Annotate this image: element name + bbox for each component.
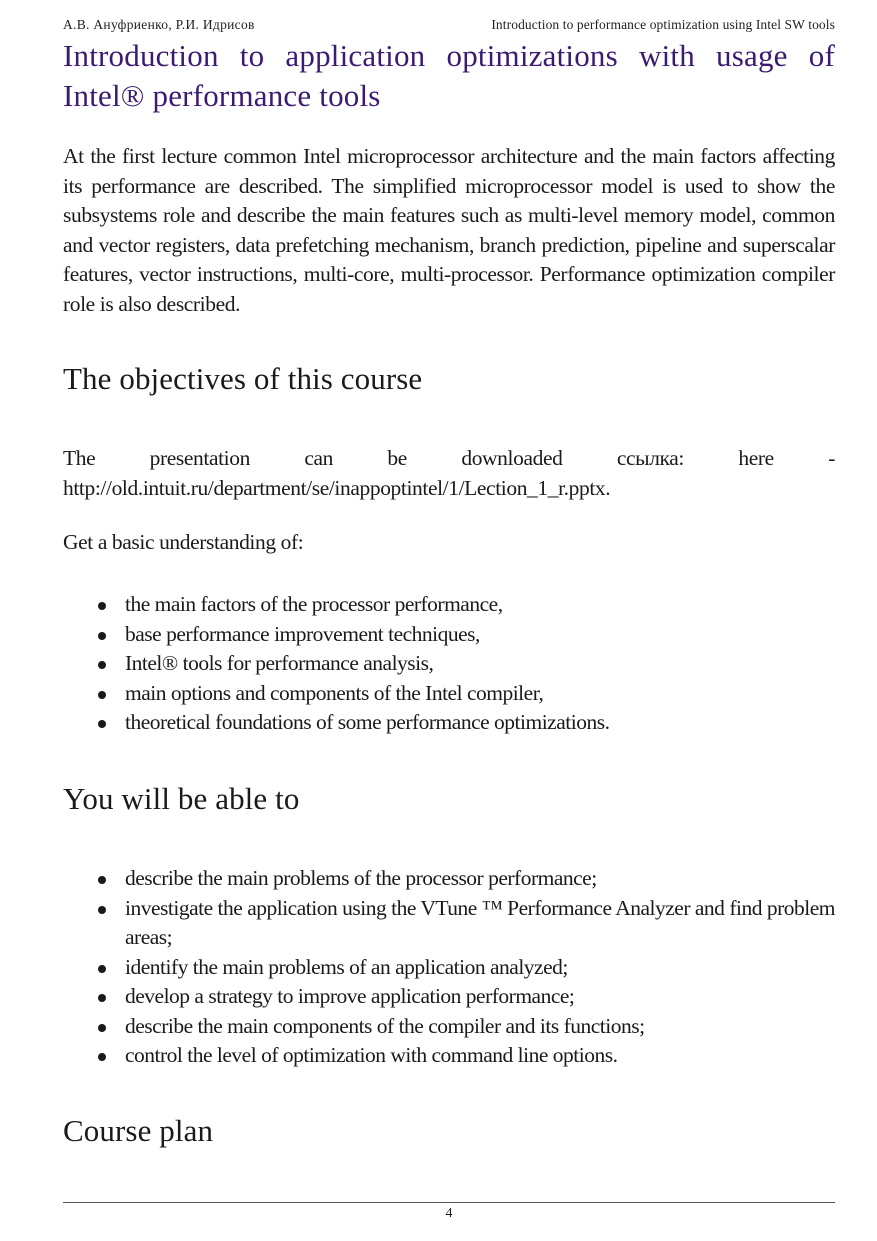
bullet-icon [98,1024,106,1032]
understanding-intro: Get a basic understanding of: [63,530,304,554]
running-header [63,17,835,35]
bullet-icon [98,876,106,884]
bullet-icon [98,1053,106,1061]
abilities-heading: You will be able to [63,781,300,816]
list-item: describe the main problems of the processor performance; [63,864,835,894]
header-authors: А.В. Ануфриенко, Р.И. Идрисов [63,17,255,32]
header-course-title: Introduction to performance optimization using Intel SW tools [491,17,835,32]
list-item: Intel® tools for performance analysis, [63,649,835,679]
list-item: identify the main problems of an application analyzed; [63,953,835,983]
bullet-icon [98,965,106,973]
course-plan-heading: Course plan [63,1113,214,1148]
list-item: main options and components of the Intel compiler, [63,679,835,709]
download-paragraph [63,444,835,503]
footer-divider [63,1202,835,1203]
list-item: investigate the application using the VTune ™ Performance Analyzer and find problem areas; [63,894,835,953]
objectives-heading: The objectives of this course [63,361,423,396]
document-page [63,0,835,1241]
lecture-title: Introduction to application optimizations with usage of Intel® performance tools [63,38,835,113]
list-item: develop a strategy to improve application performance; [63,982,835,1012]
list-item: control the level of optimization with command line options. [63,1041,835,1071]
bullet-icon [98,906,106,914]
bullet-icon [98,994,106,1002]
bullet-icon [98,720,106,728]
bullet-icon [98,632,106,640]
list-item: describe the main components of the compiler and its functions; [63,1012,835,1042]
list-item: base performance improvement techniques, [63,620,835,650]
download-text: The presentation can be downloaded ссылка: here - [63,446,835,470]
page-number: 4 [445,1206,453,1221]
abstract-paragraph: At the first lecture common Intel microprocessor architecture and the main factors affecting its performance are described. The simplified microprocessor model is used to show the subsystems role and describe the main features such as multi-level memory model, common and vector registers, data prefetching mechanism, branch prediction, pipeline and superscalar features, vector instructions, multi-core, multi-processor. Performance optimization compiler role is also described. [63,144,835,316]
understanding-list [63,590,835,738]
bullet-icon [98,691,106,699]
bullet-icon [98,602,106,610]
list-item: the main factors of the processor performance, [63,590,835,620]
abilities-list [63,864,835,1071]
download-link[interactable]: http://old.intuit.ru/department/se/inappoptintel/1/Lection_1_r.pptx. [63,475,611,500]
list-item: theoretical foundations of some performance optimizations. [63,708,835,738]
bullet-icon [98,661,106,669]
